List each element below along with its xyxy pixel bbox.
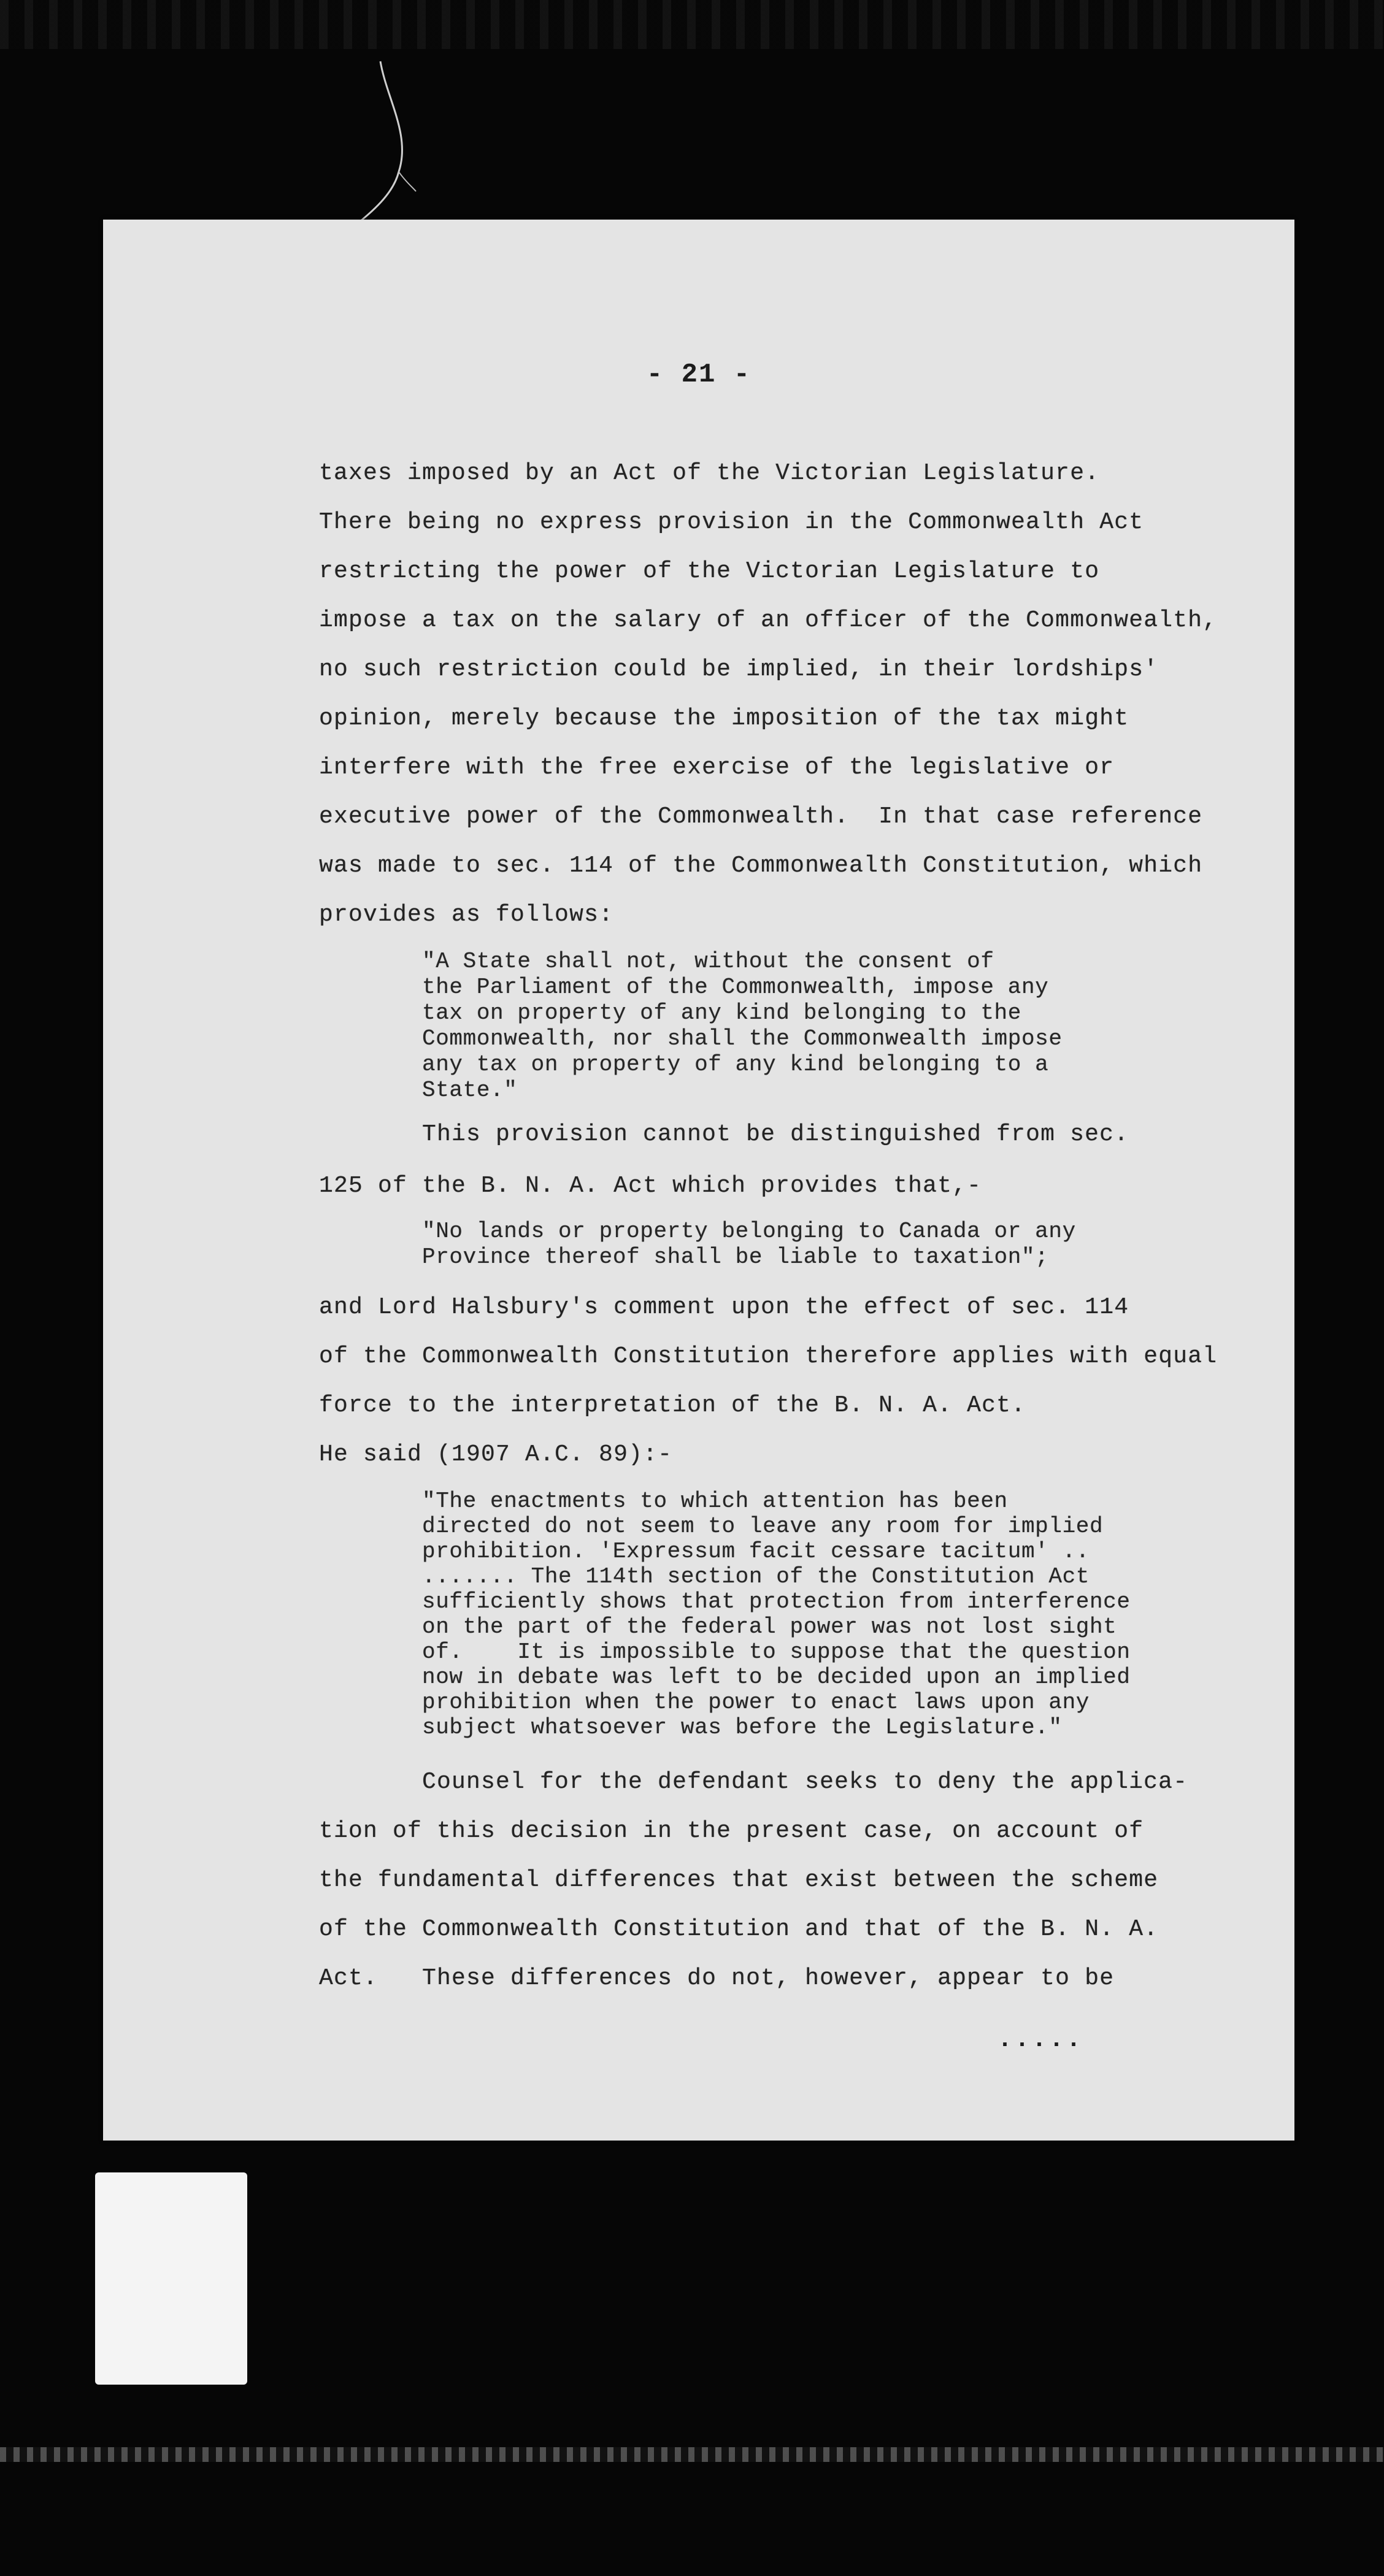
- text-line: There being no express provision in the Commonwealth Act: [319, 509, 1144, 535]
- quote-line: of. It is impossible to suppose that the question: [422, 1639, 1131, 1665]
- quote-line: now in debate was left to be decided upon an implied: [422, 1665, 1131, 1690]
- text-line: interfere with the free exercise of the legislative or: [319, 754, 1115, 781]
- text-line: 125 of the B. N. A. Act which provides that,-: [319, 1173, 982, 1199]
- scan-artifact-fiber: [344, 49, 417, 233]
- text-line: force to the interpretation of the B. N. A. Act.: [319, 1392, 1026, 1419]
- text-line: and Lord Halsbury's comment upon the effect of sec. 114: [319, 1294, 1129, 1321]
- text-line: impose a tax on the salary of an officer of the Commonwealth,: [319, 607, 1218, 634]
- quote-line: prohibition. 'Expressum facit cessare tacitum' ..: [422, 1539, 1090, 1564]
- quote-line: prohibition when the power to enact laws upon any: [422, 1690, 1090, 1715]
- quote-line: sufficiently shows that protection from interference: [422, 1589, 1131, 1614]
- quote-line: the Parliament of the Commonwealth, impose any: [422, 975, 1049, 1000]
- quote-line: "A State shall not, without the consent of: [422, 949, 994, 974]
- text-line: Act. These differences do not, however, appear to be: [319, 1965, 1115, 1991]
- text-line: restricting the power of the Victorian Legislature to: [319, 558, 1100, 585]
- archive-label-card: [95, 2172, 247, 2385]
- text-line: the fundamental differences that exist between the scheme: [319, 1867, 1159, 1893]
- document-page: [103, 220, 1294, 2141]
- text-line: executive power of the Commonwealth. In that case reference: [319, 803, 1203, 830]
- continuation-mark: .....: [998, 2026, 1084, 2054]
- text-line: He said (1907 A.C. 89):-: [319, 1441, 673, 1468]
- text-line: was made to sec. 114 of the Commonwealth Constitution, which: [319, 853, 1203, 879]
- text-line: provides as follows:: [319, 902, 614, 928]
- text-line: no such restriction could be implied, in their lordships': [319, 656, 1159, 683]
- film-edge-bottom: [0, 2447, 1384, 2462]
- text-line: of the Commonwealth Constitution and that of the B. N. A.: [319, 1916, 1159, 1942]
- quote-line: tax on property of any kind belonging to the: [422, 1000, 1021, 1025]
- quote-line: subject whatsoever was before the Legislature.": [422, 1715, 1063, 1740]
- quote-line: ....... The 114th section of the Constitution Act: [422, 1564, 1090, 1589]
- quote-line: Province thereof shall be liable to taxation";: [422, 1244, 1049, 1270]
- text-line: This provision cannot be distinguished from sec.: [422, 1121, 1129, 1148]
- quote-line: "The enactments to which attention has been: [422, 1489, 1008, 1514]
- text-line: tion of this decision in the present case, on account of: [319, 1818, 1144, 1844]
- film-edge-top: [0, 0, 1384, 49]
- quote-line: State.": [422, 1078, 518, 1103]
- quote-line: directed do not seem to leave any room for implied: [422, 1514, 1104, 1539]
- quote-line: "No lands or property belonging to Canada or any: [422, 1219, 1076, 1244]
- quote-line: any tax on property of any kind belonging to a: [422, 1052, 1049, 1077]
- text-line: taxes imposed by an Act of the Victorian Legislature.: [319, 460, 1100, 486]
- page-number: - 21 -: [646, 359, 752, 390]
- quote-line: on the part of the federal power was not lost sight: [422, 1614, 1117, 1639]
- text-line: Counsel for the defendant seeks to deny the applica-: [422, 1769, 1188, 1795]
- quote-line: Commonwealth, nor shall the Commonwealth impose: [422, 1026, 1063, 1051]
- text-line: opinion, merely because the imposition of the tax might: [319, 705, 1129, 732]
- text-line: of the Commonwealth Constitution therefore applies with equal: [319, 1343, 1218, 1370]
